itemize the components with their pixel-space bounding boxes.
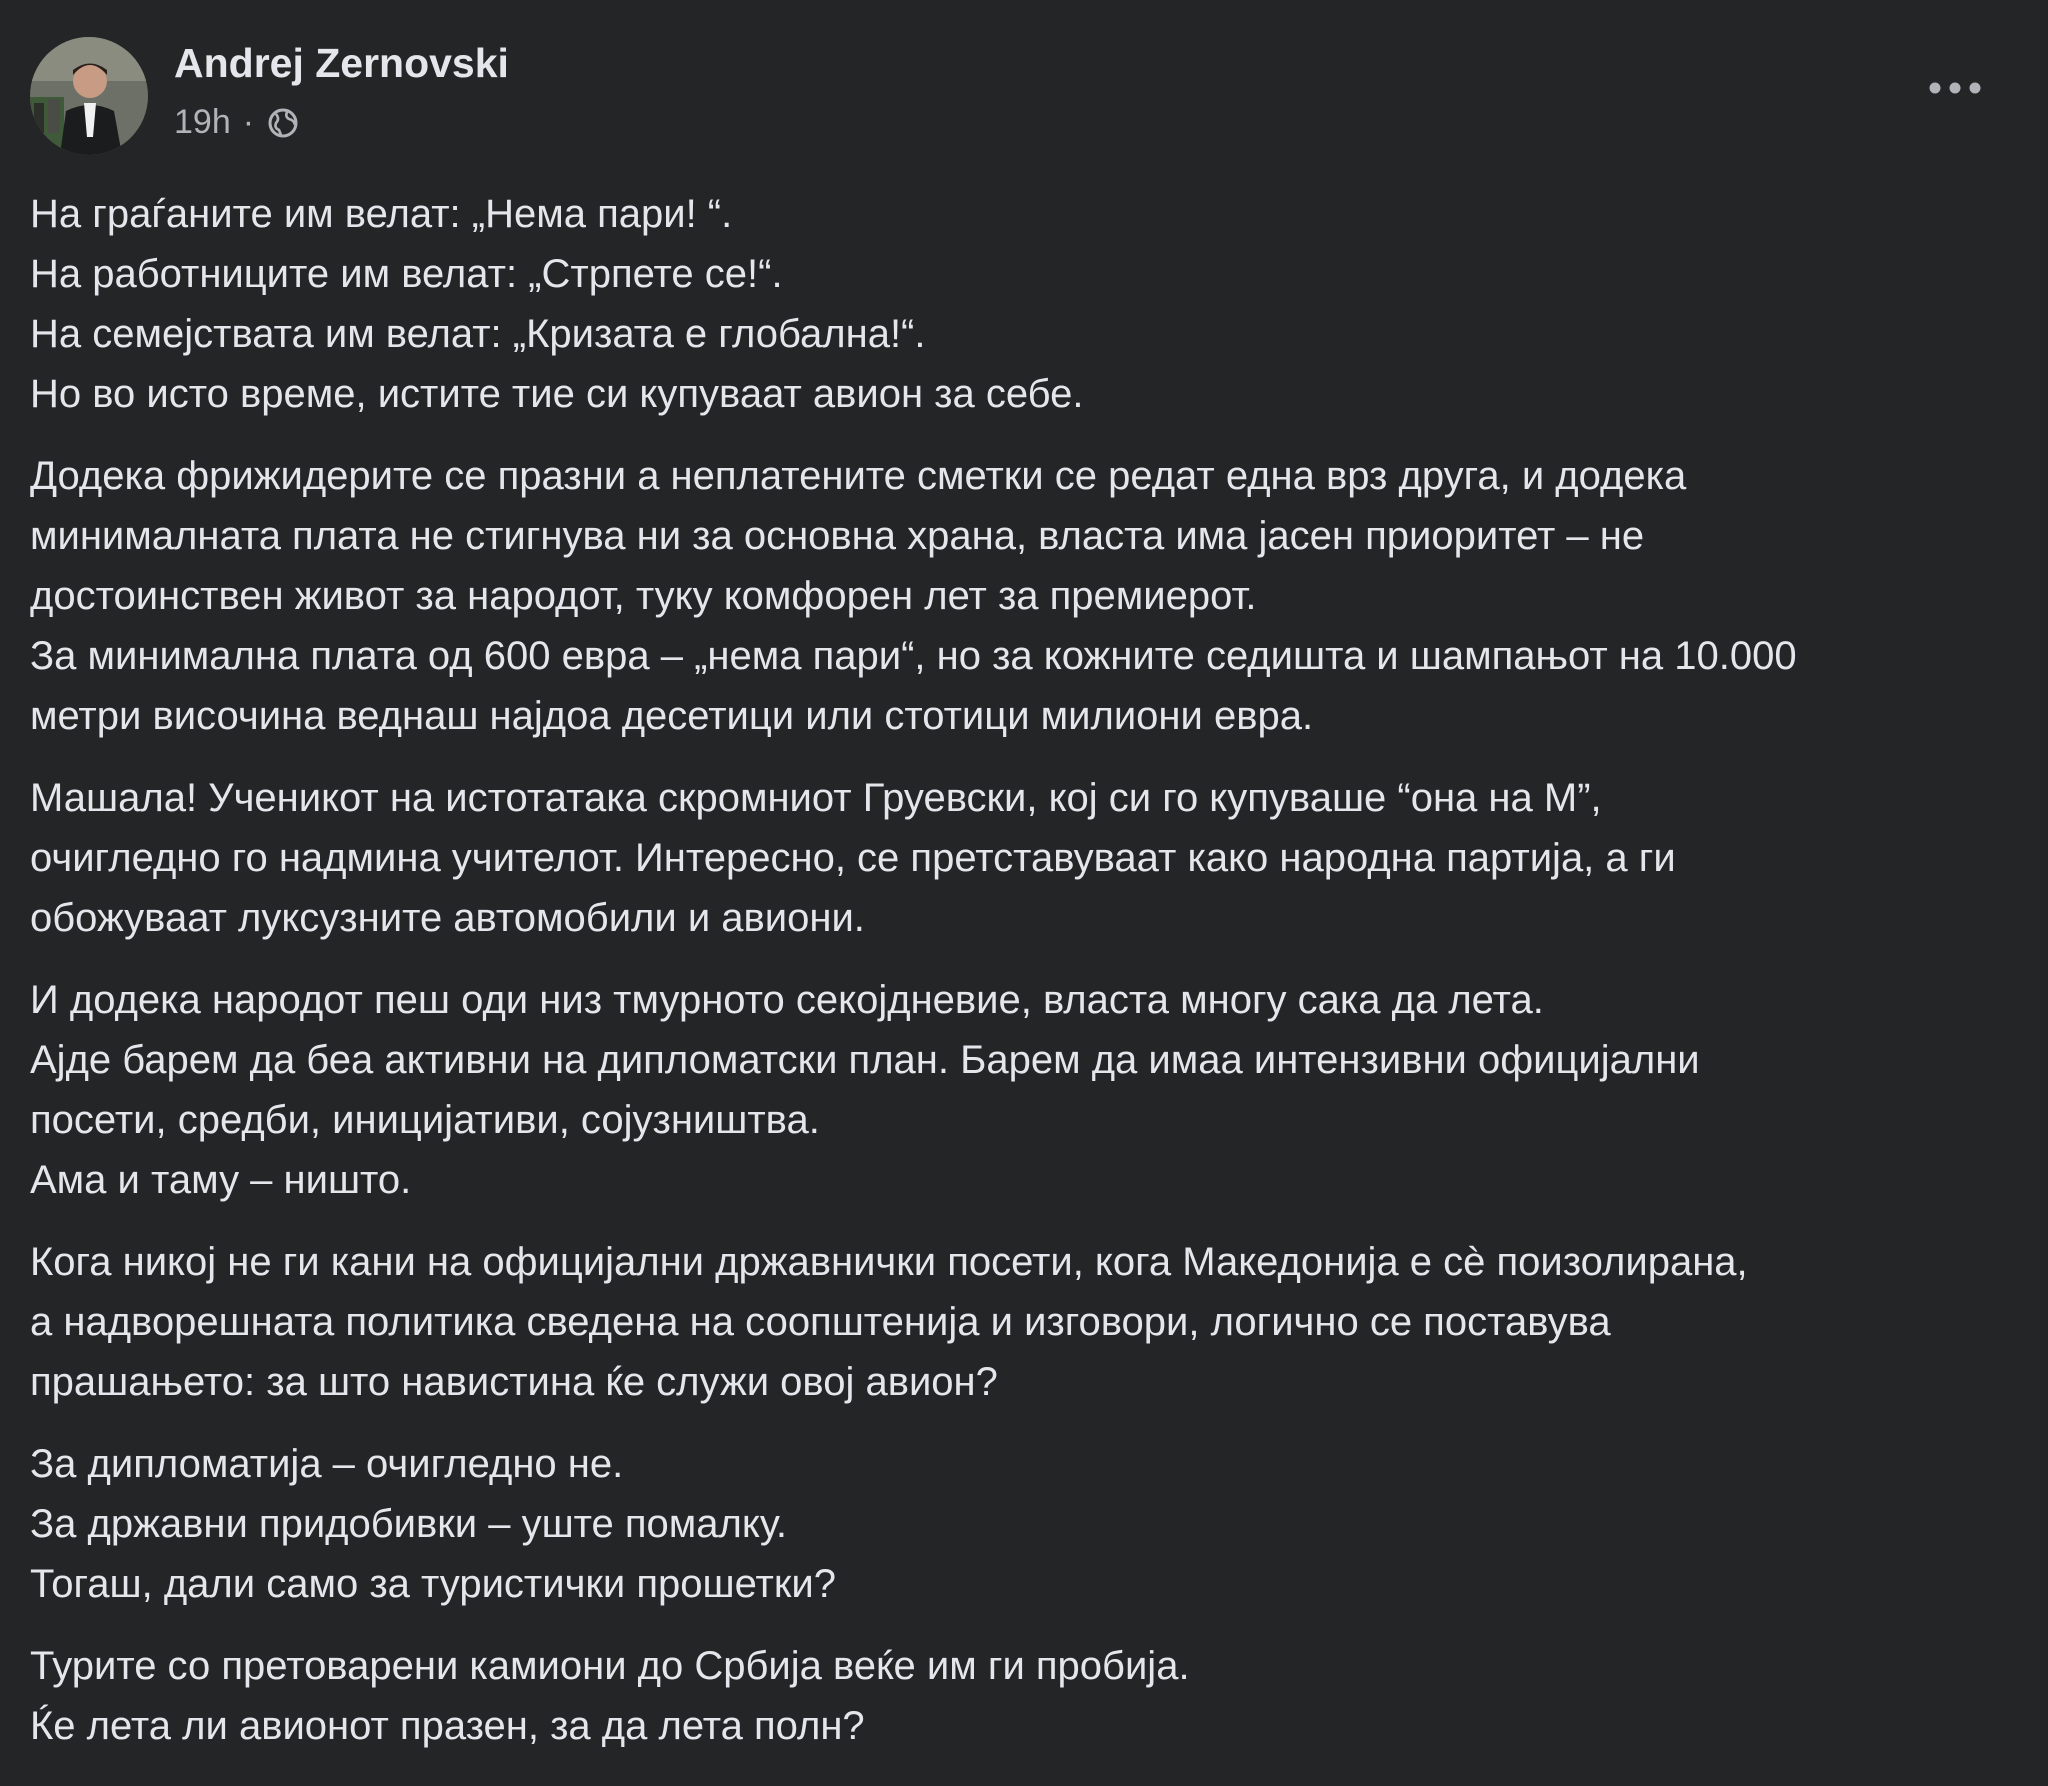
text-line: Но во исто време, истите тие си купуваат авион за себе. <box>30 372 1084 416</box>
more-options-button[interactable] <box>1920 58 1990 118</box>
text-line: На семејствата им велат: „Кризата е глобална!“. <box>30 312 926 356</box>
post-paragraph <box>30 1232 2015 1412</box>
text-line: минималната плата не стигнува ни за основна храна, власта има јасен приоритет – не <box>30 514 1645 558</box>
author-avatar[interactable] <box>30 37 148 155</box>
author-name[interactable]: Andrej Zernovski <box>174 40 509 86</box>
text-line: Турите со претоварени камиони до Србија веќе им ги пробија. <box>30 1644 1190 1688</box>
text-line: Ќе лета ли авионот празен, за да лета полн? <box>30 1704 865 1748</box>
text-line: Кога никој не ги кани на официјални државнички посети, кога Македонија е сѐ поизолирана, <box>30 1240 1748 1284</box>
post-paragraph <box>30 1434 2015 1614</box>
post-paragraph <box>30 1636 2015 1756</box>
post-timestamp[interactable]: 19h <box>174 103 231 141</box>
text-line: очигледно го надмина учителот. Интересно, се претставуваат како народна партија, а ги <box>30 836 1676 880</box>
text-line: И додека народот пеш оди низ тмурното секојдневие, власта многу сака да лета. <box>30 978 1544 1022</box>
post-paragraph <box>30 446 2015 746</box>
avatar-photo <box>30 37 148 155</box>
text-line: На работниците им велат: „Стрпете се!“. <box>30 252 783 296</box>
text-line: метри височина веднаш најдоа десетици или стотици милиони евра. <box>30 694 1314 738</box>
text-line: обожуваат луксузните автомобили и авиони. <box>30 896 865 940</box>
text-line: За дипломатија – очигледно не. <box>30 1442 624 1486</box>
text-line: посети, средби, иницијативи, сојузништва. <box>30 1098 820 1142</box>
text-line: За државни придобивки – уште помалку. <box>30 1502 787 1546</box>
text-line: Додека фрижидерите се празни а неплатените сметки се редат една врз друга, и додека <box>30 454 1687 498</box>
text-line: Тогаш, дали само за туристички прошетки? <box>30 1562 836 1606</box>
text-line: Ајде барем да беа активни на дипломатски план. Барем да имаа интензивни официјални <box>30 1038 1700 1082</box>
text-line: На граѓаните им велат: „Нема пари! “. <box>30 192 733 236</box>
text-line: достоинствен живот за народот, туку комфорен лет за премиерот. <box>30 574 1257 618</box>
globe-icon[interactable] <box>266 106 300 140</box>
post-meta <box>174 103 300 142</box>
post-paragraph <box>30 184 2015 424</box>
post-body <box>30 184 2015 1778</box>
post-paragraph <box>30 970 2015 1210</box>
text-line: За минимална плата од 600 евра – „нема пари“, но за кожните седишта и шампањот на 10.000 <box>30 634 1797 678</box>
text-line: прашањето: за што навистина ќе служи овој авион? <box>30 1360 998 1404</box>
more-options-icon <box>1928 81 1982 95</box>
text-line: а надворешната политика сведена на соопштенија и изговори, логично се поставува <box>30 1300 1611 1344</box>
meta-separator: · <box>242 103 255 141</box>
text-line: Машала! Ученикот на истотатака скромниот Груевски, кој си го купуваше “она на М”, <box>30 776 1602 820</box>
text-line: Ама и таму – ништо. <box>30 1158 412 1202</box>
post-paragraph <box>30 768 2015 948</box>
